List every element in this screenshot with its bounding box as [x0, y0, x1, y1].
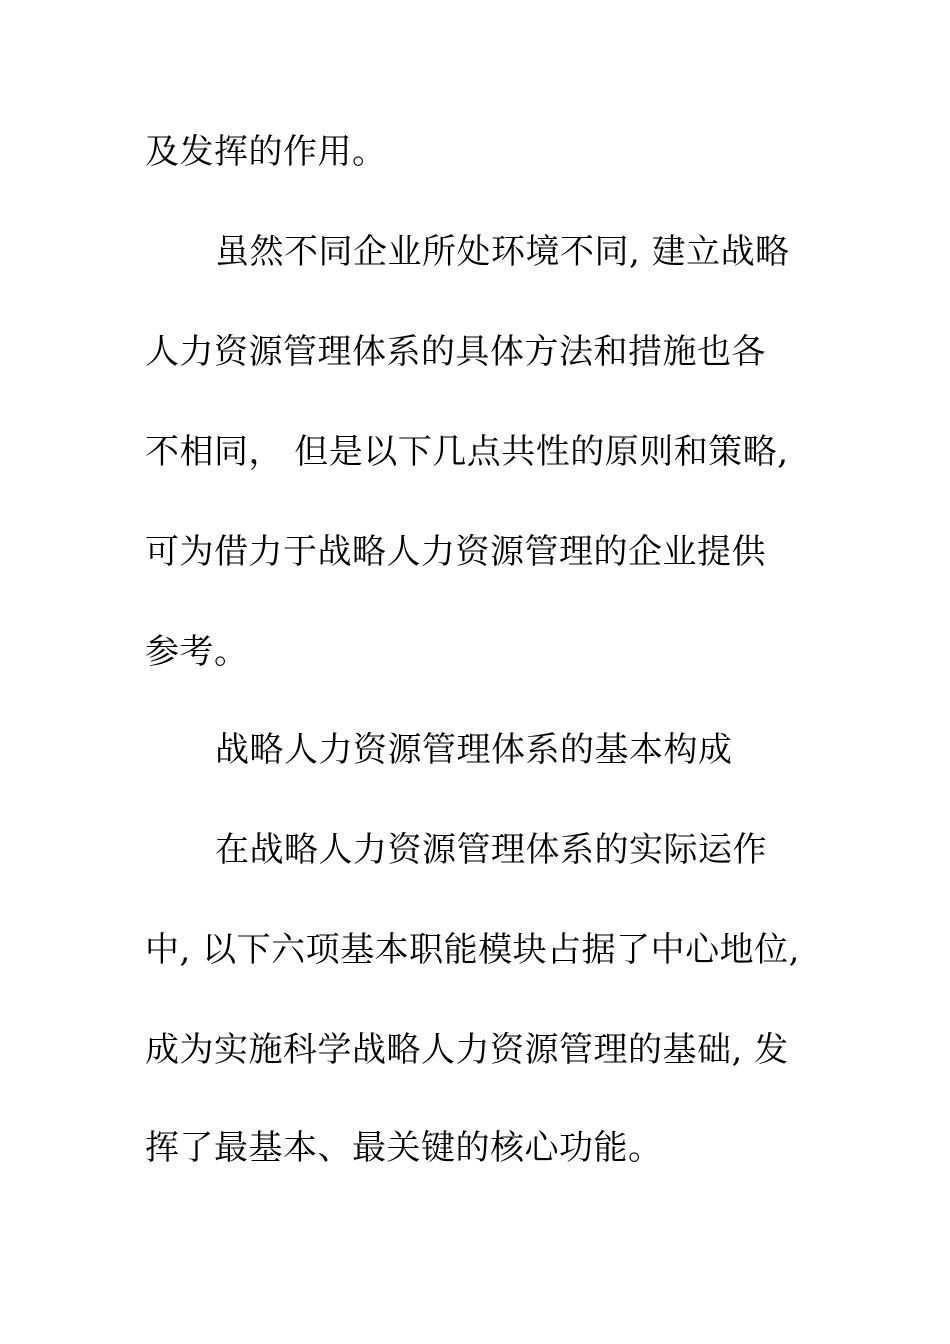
paragraph-line: 在战略人力资源管理体系的实际运作	[215, 830, 767, 870]
paragraph-line: 不相同， 但是以下几点共性的原则和策略,	[145, 432, 789, 472]
paragraph-line: 参考。	[145, 632, 249, 672]
paragraph-line: 中, 以下六项基本职能模块占据了中心地位,	[145, 930, 800, 970]
paragraph-line: 成为实施科学战略人力资源管理的基础, 发	[145, 1030, 789, 1070]
paragraph-line: 挥了最基本、最关键的核心功能。	[145, 1128, 663, 1168]
section-heading: 战略人力资源管理体系的基本构成	[215, 730, 733, 770]
paragraph-line: 虽然不同企业所处环境不同, 建立战略	[215, 232, 790, 272]
paragraph-line: 人力资源管理体系的具体方法和措施也各	[145, 332, 766, 372]
paragraph-line: 可为借力于战略人力资源管理的企业提供	[145, 532, 766, 572]
paragraph-line: 及发挥的作用。	[145, 132, 387, 172]
